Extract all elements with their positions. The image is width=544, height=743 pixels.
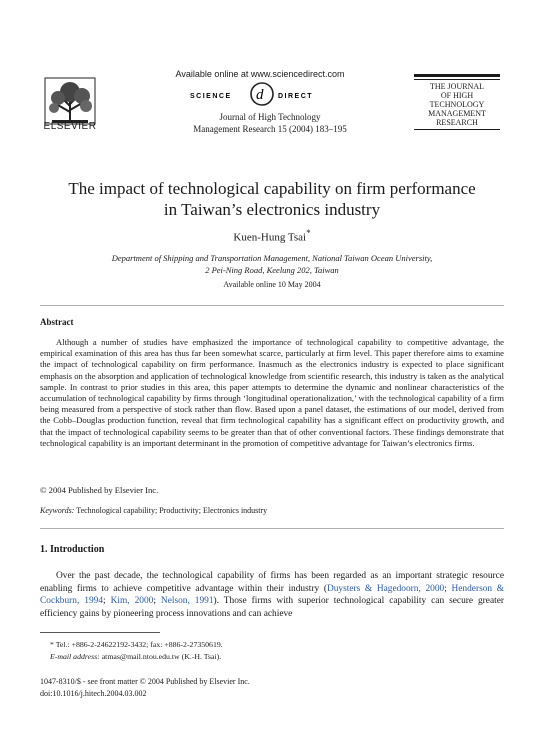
citation-separator: ; (103, 596, 111, 607)
title-line-2: in Taiwan’s electronics industry (163, 200, 381, 219)
title-line-1: The impact of technological capability on firm performance (68, 179, 476, 198)
citation-link[interactable]: Henderson & Cockburn, 1994 (40, 583, 505, 607)
author (40, 228, 504, 244)
email-label: E-mail address: (50, 652, 100, 661)
citation-separator: ; (153, 596, 161, 607)
affiliation-line-1: Department of Shipping and Transportation Management, National Taiwan Ocean University, (111, 253, 433, 263)
copyright: © 2004 Published by Elsevier Inc. (40, 485, 159, 495)
footnote-email (50, 652, 221, 661)
footnote-rule (40, 632, 160, 633)
svg-text:d: d (256, 87, 264, 103)
available-online-date: Available online 10 May 2004 (223, 280, 321, 289)
citation-link[interactable]: Kim, 2000 (110, 596, 154, 607)
divider (40, 305, 504, 306)
masthead-line: THE JOURNAL (430, 82, 484, 91)
sciencedirect-logo (186, 81, 336, 107)
journal-name: Journal of High Technology (219, 112, 321, 122)
journal-volume: Management Research 15 (2004) 183–195 (193, 124, 347, 134)
masthead-line: MANAGEMENT (428, 109, 486, 118)
publisher-name: ELSEVIER (43, 121, 97, 132)
affiliation-line-2: 2 Pei-Ning Road, Keelung 202, Taiwan (205, 265, 339, 275)
masthead-line: OF HIGH (440, 91, 474, 100)
article-title (40, 178, 504, 220)
author-footnote-mark[interactable]: * (306, 228, 311, 238)
sd-right-text: DIRECT (278, 93, 314, 100)
divider (40, 528, 504, 529)
sd-left-text: SCIENCE (190, 93, 232, 100)
citation-separator: ; (444, 583, 452, 594)
journal-masthead (414, 74, 500, 130)
intro-text: Over the past decade, the technological capability of firms has been regarded as an important strategic resource enabling firms to achieve competitive advantage within their industry ( (40, 571, 504, 594)
keywords-label: Keywords: (40, 506, 75, 515)
issn-line: 1047-8310/$ - see front matter © 2004 Published by Elsevier Inc. (40, 677, 250, 686)
available-online-link[interactable]: Available online at www.sciencedirect.com (175, 69, 345, 79)
masthead-line: TECHNOLOGY (429, 100, 485, 109)
affiliation (40, 252, 504, 276)
citation-link[interactable]: Nelson, 1991 (160, 596, 214, 607)
masthead-line: RESEARCH (436, 118, 478, 127)
keywords (40, 506, 504, 515)
email-address[interactable]: atmas@mail.ntou.edu.tw (K.-H. Tsai). (101, 652, 222, 661)
intro-text: ). Those firms with superior technological capability can secure greater efficiency gains by pioneering process innovations and can achieve (40, 596, 505, 619)
keywords-list: Technological capability; Productivity; Electronics industry (76, 506, 268, 515)
citation-link[interactable]: Duysters & Hagedoorn, 2000 (326, 583, 445, 594)
abstract-heading: Abstract (40, 317, 74, 327)
doi-link[interactable]: doi:10.1016/j.hitech.2004.03.002 (40, 689, 147, 698)
section-heading-introduction: 1. Introduction (40, 544, 105, 555)
journal-citation (160, 111, 380, 135)
abstract-text: Although a number of studies have emphasized the importance of technological capability to competitive advantage, the empirical examination of this area has thus far been somewhat scarce, particularly at firm level. This paper therefore aims to examine the impact of technological capability on firm performance. Inasmuch as the electronics industry is expected to place significant emphasis on the absorption and application of technological knowledge from scientific research, this industry is taken as the analytical sample. In contrast to prior studies in this area, this paper attempts to determine the dynamic and nonlinear characteristics of the accumulation of technological capability by firms through ‘longitudinal operationalization,’ with the technological capability of a firm being measured from a perspective of stock rather than flow. Based upon a panel dataset, the estimations of our model, derived from the Cobb–Douglas production function, reveal that firm technological capability has a significant effect on productivity growth, and that the impact of technological capability seems to be greater than that of other conventional factors. These findings demonstrate that technological capability is an important determinant in the promotion of competitive advantage for Taiwan’s electronics firms. (40, 337, 504, 448)
footnote-contact: * Tel.: +886-2-24622192-3432; fax: +886-2-27350619. (50, 640, 223, 649)
author-name: Kuen-Hung Tsai (233, 231, 307, 244)
intro-paragraph (40, 570, 504, 620)
